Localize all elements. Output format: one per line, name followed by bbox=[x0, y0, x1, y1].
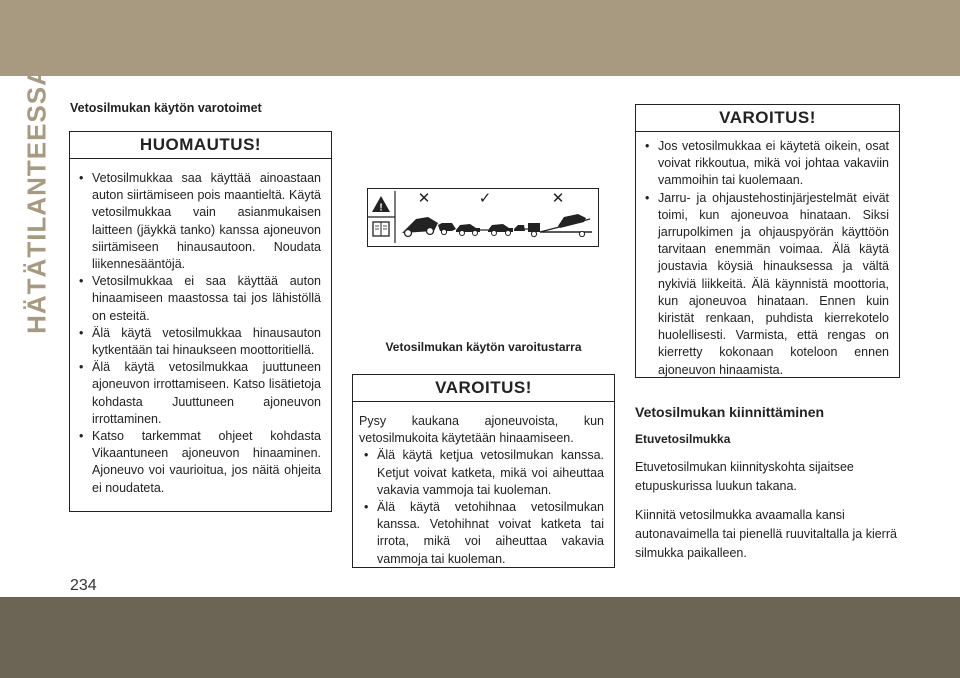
section-heading: Vetosilmukan käytön varotoimet bbox=[70, 101, 262, 115]
warning-box-title: VAROITUS! bbox=[353, 375, 614, 402]
note-list bbox=[74, 170, 321, 497]
warning-item: • Jarru- ja ohjaustehostinjärjestelmät eivät toimi, kun ajoneuvoa hinataan. Siksi jarrupolkimen ja ohjauspyörän käyttöön tarvitaan enemmän voimaa. Älä käytä joustavia köysiä hinauksessa ja vältä nykiviä liikkeitä. Älä käynnistä moottoria, kun ajoneuvoa hinataan. Ennen kuin kiristät renkaan, puhdista kierrekotelo huolellisesti. Varmista, että rengas on kierretty kokonaan koteloon ennen ajoneuvon hinaamista. bbox=[640, 190, 889, 379]
not-allowed-mark: ✕ bbox=[417, 189, 431, 207]
mount-subheading: Etuvetosilmukka bbox=[635, 432, 731, 446]
warning-symbol: ! bbox=[379, 202, 383, 214]
decal-caption: Vetosilmukan käytön varoitustarra bbox=[385, 340, 582, 354]
mount-heading: Vetosilmukan kiinnittäminen bbox=[635, 404, 825, 420]
flatbed-tow-icon bbox=[514, 214, 592, 237]
note-box-title: HUOMAUTUS! bbox=[70, 132, 331, 159]
mount-paragraph: Kiinnitä vetosilmukka avaamalla kansi autonavaimella tai pienellä ruuvitaltalla ja kierrä silmukka paikalleen. bbox=[635, 508, 897, 560]
warning-intro: Pysy kaukana ajoneuvoista, kun vetosilmukoita käytetään hinaamiseen. bbox=[359, 414, 604, 446]
mount-paragraph: Etuvetosilmukan kiinnityskohta sijaitsee etupuskurissa luukun takana. bbox=[635, 460, 854, 493]
page-number: 234 bbox=[70, 577, 97, 594]
off-road-tow-icon bbox=[402, 217, 456, 237]
tow-eye-warning-decal bbox=[367, 188, 599, 247]
note-item: • Älä käytä vetosilmukkaa hinausauton kytkentään tai hinaukseen moottoritiellä. bbox=[74, 325, 321, 359]
note-item: • Vetosilmukkaa saa käyttää ainoastaan auton siirtämiseen pois maantieltä. Käytä vetosilmukkaa vain asianmukaisen laitteen (jäykkä tanko) kanssa ajoneuvon siirtämiseen hinausautoon. Noudata liikennesääntöjä. bbox=[74, 170, 321, 273]
warning-list bbox=[640, 138, 889, 379]
warning-triangle-icon bbox=[372, 196, 390, 214]
warning-item: • Jos vetosilmukkaa ei käytetä oikein, osat voivat rikkoutua, mikä voi johtaa vakaviin vammoihin tai kuolemaan. bbox=[640, 138, 889, 190]
warning-list bbox=[359, 447, 604, 567]
warning-item: • Älä käytä ketjua vetosilmukan kanssa. Ketjut voivat katketa, mikä voi aiheuttaa vakavia vammoja tai kuoleman. bbox=[359, 447, 604, 499]
bottom-band bbox=[0, 597, 960, 678]
warning-box-title: VAROITUS! bbox=[636, 105, 899, 132]
manual-book-icon bbox=[373, 222, 389, 236]
mount-section bbox=[635, 404, 900, 573]
warning-item: • Älä käytä vetohihnaa vetosilmukan kanssa. Vetohihnat voivat katketa tai irrota, mikä voi aiheuttaa vakavia vammoja tai kuoleman. bbox=[359, 499, 604, 568]
top-band bbox=[0, 0, 960, 76]
warning-box-middle bbox=[352, 374, 615, 568]
note-box bbox=[69, 131, 332, 512]
chapter-side-tab bbox=[21, 66, 52, 334]
tow-decal-illustration bbox=[368, 189, 597, 245]
allowed-mark: ✓ bbox=[478, 189, 492, 207]
note-item: • Älä käytä vetosilmukkaa juuttuneen ajoneuvon irrottamiseen. Katso lisätietoja kohdasta Juuttuneen ajoneuvon irrottaminen. bbox=[74, 359, 321, 428]
chapter-side-tab-label: HÄTÄTILANTEESSA bbox=[21, 66, 52, 334]
warning-box-right bbox=[635, 104, 900, 378]
note-item: • Katso tarkemmat ohjeet kohdasta Vikaantuneen ajoneuvon hinaaminen. Ajoneuvo voi vaurioitua, jos näitä ohjeita ei noudateta. bbox=[74, 428, 321, 497]
note-item: • Vetosilmukkaa ei saa käyttää auton hinaamiseen maastossa tai jos lähistöllä on esteitä. bbox=[74, 273, 321, 325]
not-allowed-mark: ✕ bbox=[551, 189, 565, 207]
car-to-car-tow-icon bbox=[456, 224, 513, 236]
